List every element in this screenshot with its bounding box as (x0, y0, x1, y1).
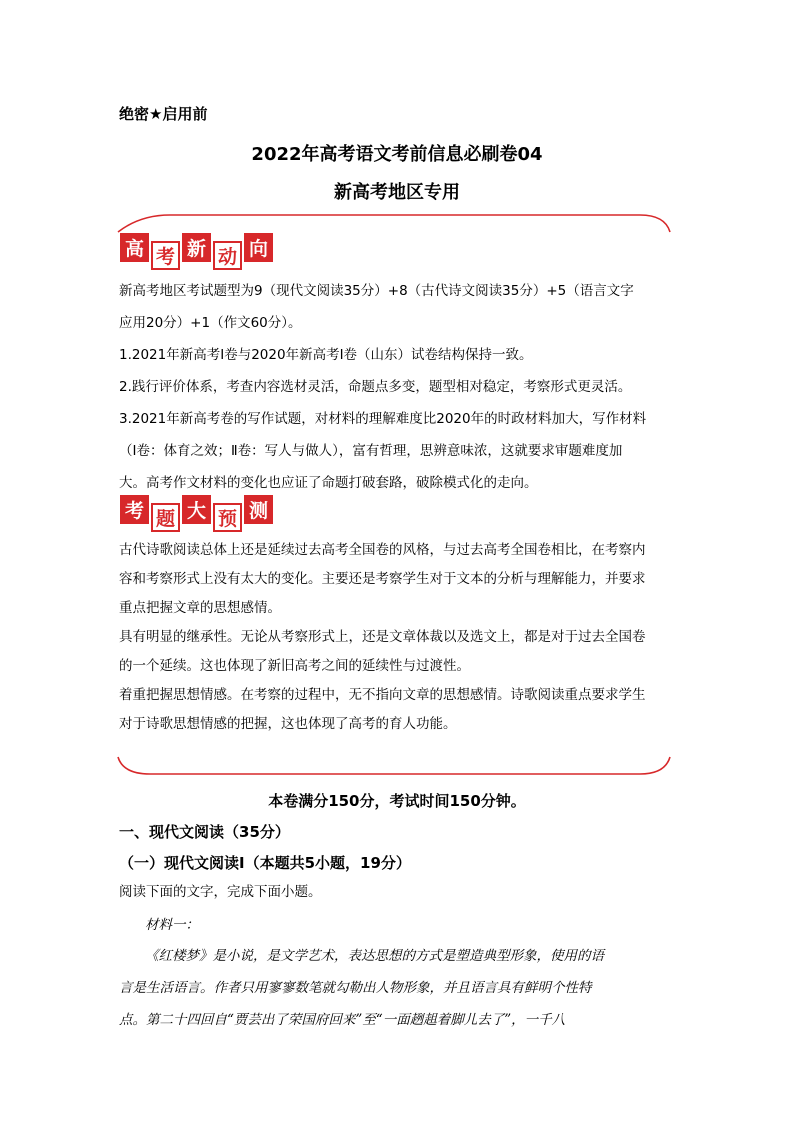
confidential-label: 绝密★启用前 (119, 105, 208, 123)
instruction-text: 阅读下面的文字，完成下面小题。 (119, 884, 322, 900)
text-line: 具有明显的继承性。无论从考察形式上，还是文章体裁以及选文上，都是对于过去全国卷 (119, 629, 646, 645)
badge-char: 预 (213, 503, 242, 532)
text-line: 点。第二十四回自“贾芸出了荣国府回来”至“一面趔趄着脚儿去了”，一千八 (119, 1012, 566, 1028)
text-line: 古代诗歌阅读总体上还是延续过去高考全国卷的风格，与过去高考全国卷相比，在考察内 (119, 542, 646, 558)
text-line: 新高考地区考试题型为9（现代文阅读35分）+8（古代诗文阅读35分）+5（语言文字 (119, 283, 634, 299)
text-line: 对于诗歌思想情感的把握，这也体现了高考的育人功能。 (119, 716, 457, 732)
text-line: 容和考察形式上没有太大的变化。主要还是考察学生对于文本的分析与理解能力，并要求 (119, 571, 646, 587)
text-line: 言是生活语言。作者只用寥寥数笔就勾勒出人物形象，并且语言具有鲜明个性特 (119, 980, 592, 996)
part1-subheading: （一）现代文阅读Ⅰ（本题共5小题，19分） (119, 854, 411, 872)
text-line: 重点把握文章的思想感情。 (119, 600, 281, 616)
part1-heading: 一、现代文阅读（35分） (119, 823, 290, 841)
score-time-line: 本卷满分150分，考试时间150分钟。 (268, 792, 526, 810)
badge-char: 考 (151, 241, 180, 270)
material-label: 材料一： (145, 917, 199, 933)
badge-char: 大 (182, 495, 211, 524)
text-line: 的一个延续。这也体现了新旧高考之间的延续性与过渡性。 (119, 658, 470, 674)
badge-char: 题 (151, 503, 180, 532)
text-line: 1.2021年新高考Ⅰ卷与2020年新高考Ⅰ卷（山东）试卷结构保持一致。 (119, 347, 533, 363)
badge-char: 向 (244, 233, 273, 262)
text-line: 2.践行评价体系，考查内容选材灵活，命题点多变，题型相对稳定，考察形式更灵活。 (119, 379, 632, 395)
badge-char: 动 (213, 241, 242, 270)
badge-char: 考 (120, 495, 149, 524)
text-line: 3.2021年新高考卷的写作试题，对材料的理解难度比2020年的时政材料加大，写作材料 (119, 411, 647, 427)
section2-text (119, 540, 674, 743)
badge-char: 高 (120, 233, 149, 262)
badge-gaokao-new-trends (120, 233, 273, 270)
text-line: 应用20分）+1（作文60分）。 (119, 315, 302, 331)
section1-text (119, 281, 674, 505)
text-line: 《红楼梦》是小说，是文学艺术，表达思想的方式是塑造典型形象，使用的语 (145, 948, 604, 964)
badge-char: 测 (244, 495, 273, 524)
document-title: 2022年高考语文考前信息必刷卷04 (251, 144, 543, 165)
document-subtitle: 新高考地区专用 (334, 182, 460, 203)
badge-char: 新 (182, 233, 211, 262)
text-line: 着重把握思想情感。在考察的过程中，无不指向文章的思想感情。诗歌阅读重点要求学生 (119, 687, 646, 703)
badge-exam-forecast (120, 495, 273, 532)
text-line: 大。高考作文材料的变化也应证了命题打破套路，破除模式化的走向。 (119, 475, 538, 491)
text-line: （Ⅰ卷：体育之效；Ⅱ卷：写人与做人），富有哲理，思辨意味浓，这就要求审题难度加 (119, 443, 623, 459)
material-text (119, 944, 679, 1040)
